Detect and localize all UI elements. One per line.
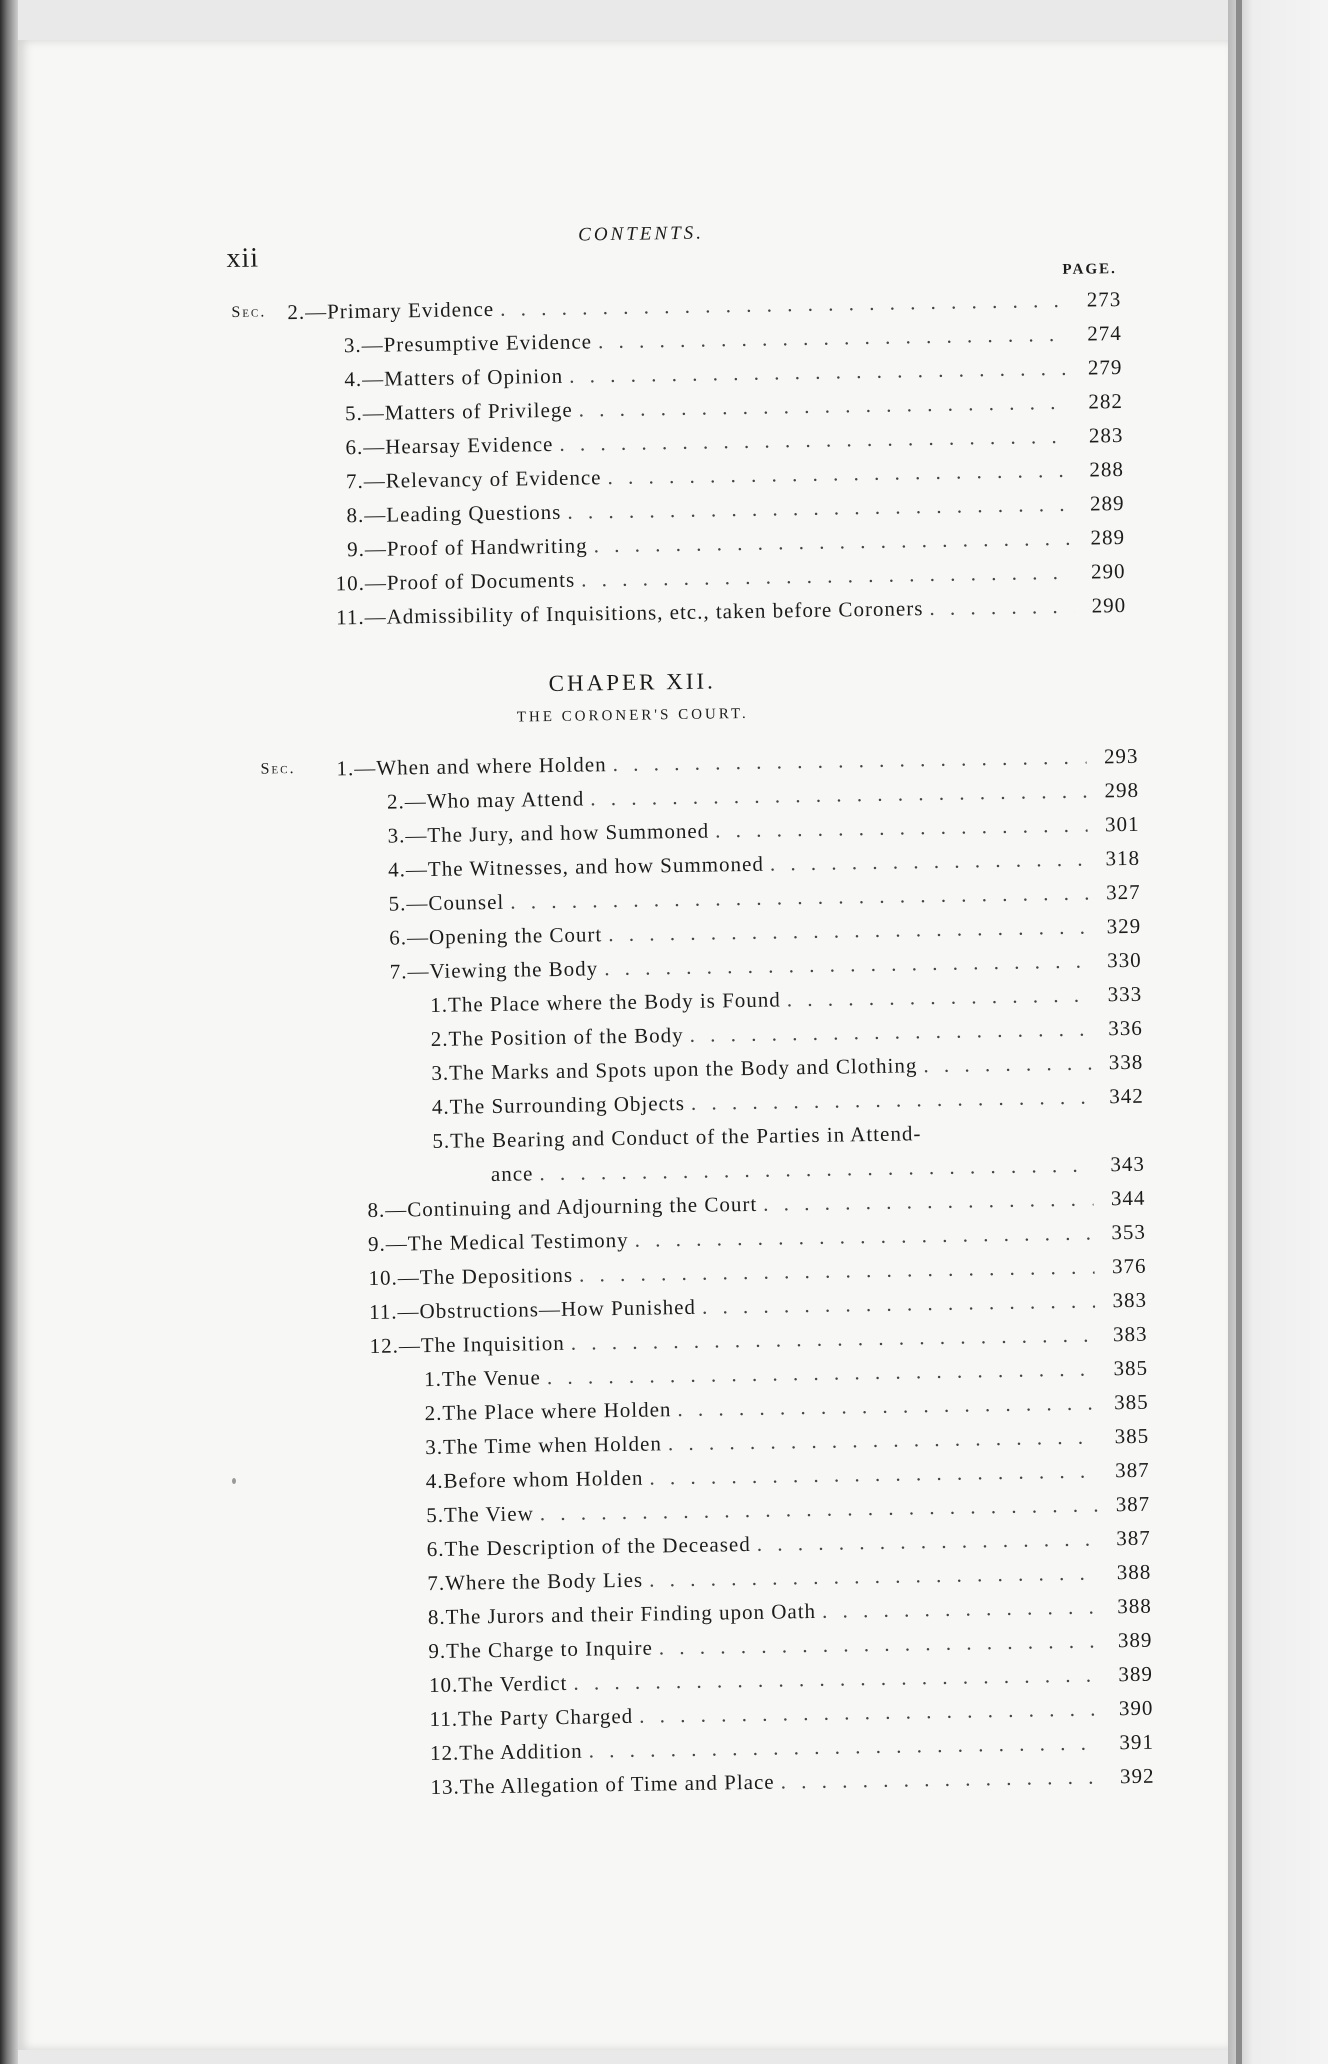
entry-number: 8. xyxy=(346,502,365,528)
entry-page-number: 387 xyxy=(1114,1457,1150,1483)
dot-leader xyxy=(923,1046,1091,1083)
entry-number: 7. xyxy=(389,959,408,984)
entry-page-number: 327 xyxy=(1105,879,1141,905)
entry-page-number: 392 xyxy=(1119,1763,1155,1789)
entry-page-number: 290 xyxy=(1091,592,1127,618)
entry-title: —The Witnesses, and how Summoned xyxy=(405,851,765,882)
entry-number: 6. xyxy=(389,925,408,950)
entry-title: The Time when Holden xyxy=(442,1431,663,1459)
entry-page-number: 390 xyxy=(1118,1695,1154,1721)
entry-number: 4. xyxy=(344,366,363,392)
entry-title: —Matters of Privilege xyxy=(362,397,573,425)
entry-page-number: 376 xyxy=(1111,1253,1147,1279)
entry-number: 4. xyxy=(387,857,407,882)
dot-leader xyxy=(822,1590,1100,1628)
entry-number: 5. xyxy=(344,400,363,426)
entry-title: —Leading Questions xyxy=(364,499,562,527)
dot-leader xyxy=(763,1182,1094,1221)
entry-number: 8. xyxy=(367,1197,386,1222)
entry-page-number: 387 xyxy=(1115,1491,1151,1517)
entry-page-number: 389 xyxy=(1117,1627,1153,1653)
entry-page-number: 344 xyxy=(1110,1185,1146,1211)
entry-page-number: 388 xyxy=(1117,1593,1152,1619)
entry-title: —The Depositions xyxy=(397,1262,574,1290)
chapter-subtitle: THE CORONER'S COURT. xyxy=(516,705,749,726)
entry-title: —The Inquisition xyxy=(398,1330,565,1358)
entry-page-number: 279 xyxy=(1087,355,1123,380)
entry-number: 9. xyxy=(346,536,366,562)
entry-page-number: 293 xyxy=(1103,743,1139,769)
entry-page-number: 391 xyxy=(1119,1729,1155,1755)
entry-title: —Proof of Documents xyxy=(364,567,576,595)
entry-title: The Place where the Body is Found xyxy=(447,987,781,1017)
entry-page-number: 283 xyxy=(1088,422,1124,448)
running-head: CONTENTS. xyxy=(578,222,705,246)
entry-title: —Primary Evidence xyxy=(304,296,495,324)
entry-page-number: 385 xyxy=(1113,1355,1149,1381)
entry-page-number: 301 xyxy=(1104,811,1140,837)
facing-page-edge xyxy=(1228,0,1328,2064)
entry-title: The Surrounding Objects xyxy=(449,1090,686,1119)
entry-title: The Charge to Inquire xyxy=(445,1635,653,1663)
entry-title: —Viewing the Body xyxy=(407,956,599,984)
entry-number: 12. xyxy=(369,1333,400,1358)
entry-title: The Bearing and Conduct of the Parties in Attend- xyxy=(449,1121,922,1153)
entry-number: 13. xyxy=(430,1774,460,1800)
entry-title: —Who may Attend xyxy=(404,786,585,814)
entry-page-number: 383 xyxy=(1112,1287,1148,1313)
section-prefix: Sec. xyxy=(260,760,296,778)
entry-number: 2. xyxy=(386,789,406,814)
entry-number: 2. xyxy=(424,1400,443,1426)
entry-number: 11. xyxy=(429,1706,459,1732)
entry-title: —Presumptive Evidence xyxy=(361,329,593,357)
entry-page-number: 338 xyxy=(1108,1049,1144,1075)
entry-page-number: 274 xyxy=(1087,321,1122,346)
entry-title: The Place where Holden xyxy=(442,1397,672,1425)
entry-title: —Continuing and Adjourning the Court xyxy=(385,1191,758,1222)
folio-number: xii xyxy=(226,242,260,275)
entry-number: 3. xyxy=(425,1434,444,1460)
entry-number: 1. xyxy=(336,756,355,781)
entry-title: The Venue xyxy=(441,1365,542,1391)
entry-number: 5. xyxy=(388,891,407,916)
entry-number: 3. xyxy=(343,332,362,358)
page-column-label: PAGE. xyxy=(1062,261,1117,278)
entry-number: 2. xyxy=(430,1026,449,1051)
entry-title: —Opening the Court xyxy=(406,922,603,950)
entry-title: —Proof of Handwriting xyxy=(364,533,588,561)
entry-number: 6. xyxy=(345,434,364,460)
entry-page-number: 336 xyxy=(1108,1015,1143,1041)
entry-number: 10. xyxy=(368,1265,398,1290)
entry-title: —Obstructions—How Punished xyxy=(397,1294,697,1324)
dot-leader xyxy=(786,978,1090,1017)
entry-page-number: 282 xyxy=(1088,388,1124,414)
entry-number: 9. xyxy=(367,1231,386,1256)
entry-number: 1. xyxy=(430,992,449,1017)
entry-title: —Counsel xyxy=(406,889,505,916)
toc-section-evidence xyxy=(231,282,1136,636)
entry-page-number: 330 xyxy=(1106,947,1142,973)
entry-page-number: 383 xyxy=(1112,1321,1148,1347)
entry-title: Where the Body Lies xyxy=(444,1567,644,1595)
entry-page-number: 318 xyxy=(1105,845,1141,871)
entry-number: 6. xyxy=(426,1536,445,1562)
entry-page-number: 353 xyxy=(1111,1219,1147,1245)
entry-page-number: 273 xyxy=(1086,287,1122,312)
dot-leader xyxy=(929,589,1074,625)
dot-leader xyxy=(780,1759,1102,1798)
entry-number: 4. xyxy=(431,1094,450,1119)
entry-title: The Jurors and their Finding upon Oath xyxy=(445,1598,817,1629)
entry-title: The Allegation of Time and Place xyxy=(459,1769,775,1799)
entry-number: 9. xyxy=(428,1638,447,1664)
entry-page-number: 389 xyxy=(1118,1661,1154,1687)
entry-number: 5. xyxy=(432,1128,451,1153)
toc-section-coroners-court xyxy=(238,739,1154,1807)
entry-title: The Marks and Spots upon the Body and Clothing xyxy=(448,1053,918,1085)
entry-number: 3. xyxy=(387,823,406,848)
entry-page-number: 298 xyxy=(1104,777,1140,803)
entry-number: 5. xyxy=(426,1502,445,1528)
entry-page-number: 385 xyxy=(1114,1423,1150,1449)
entry-number: 4. xyxy=(425,1468,444,1494)
entry-number: 7. xyxy=(345,468,364,494)
dot-leader xyxy=(770,842,1089,881)
section-prefix: Sec. xyxy=(231,303,267,321)
entry-page-number: 329 xyxy=(1106,913,1142,939)
entry-title: —The Medical Testimony xyxy=(385,1227,629,1256)
entry-page-number: 387 xyxy=(1116,1525,1151,1551)
entry-page-number: 288 xyxy=(1089,456,1125,482)
entry-page-number: 388 xyxy=(1116,1559,1152,1585)
entry-title: —When and where Holden xyxy=(354,752,607,781)
chapter-title: CHAPER XII. xyxy=(548,668,716,697)
entry-number: 10. xyxy=(428,1672,459,1698)
entry-number: 11. xyxy=(368,1299,398,1324)
entry-number: 2. xyxy=(287,299,306,325)
dot-leader xyxy=(691,1080,1092,1120)
entry-page-number: 343 xyxy=(1110,1151,1146,1177)
entry-page-number: 342 xyxy=(1109,1083,1144,1109)
book-spine-shadow xyxy=(0,0,18,2064)
entry-page-number: 289 xyxy=(1090,524,1126,550)
entry-number: 7. xyxy=(427,1570,446,1596)
contents-page xyxy=(226,211,1155,1807)
entry-title: The View xyxy=(443,1501,534,1527)
dot-leader xyxy=(756,1522,1099,1561)
paper-speck xyxy=(232,1478,236,1484)
entry-page-number: 289 xyxy=(1089,490,1125,516)
entry-page-number: 385 xyxy=(1113,1389,1149,1415)
entry-number: 8. xyxy=(427,1604,446,1630)
entry-page-number: 290 xyxy=(1090,558,1126,584)
entry-title: The Party Charged xyxy=(457,1703,634,1731)
entry-title: ance xyxy=(490,1161,534,1187)
entry-title: —Hearsay Evidence xyxy=(363,431,554,459)
entry-title: —Admissibility of Inquisitions, etc., taken before Coroners xyxy=(364,596,924,629)
entry-number: 12. xyxy=(429,1740,460,1766)
entry-number: 3. xyxy=(431,1060,450,1085)
section-prefix xyxy=(236,635,292,636)
entry-number: 10. xyxy=(335,570,366,596)
entry-title: The Position of the Body xyxy=(448,1022,684,1051)
entry-title: —Relevancy of Evidence xyxy=(363,465,602,493)
entry-page-number: 333 xyxy=(1107,981,1143,1007)
page-gutter-line xyxy=(1236,0,1242,2064)
entry-number: 1. xyxy=(423,1366,443,1392)
entry-title: The Addition xyxy=(459,1738,583,1765)
entry-title: The Verdict xyxy=(458,1670,568,1697)
entry-title: Before whom Holden xyxy=(443,1465,644,1493)
entry-title: —The Jury, and how Summoned xyxy=(405,818,710,848)
entry-title: —Matters of Opinion xyxy=(361,363,564,391)
entry-title: The Description of the Deceased xyxy=(444,1531,751,1561)
entry-number: 11. xyxy=(335,604,365,630)
